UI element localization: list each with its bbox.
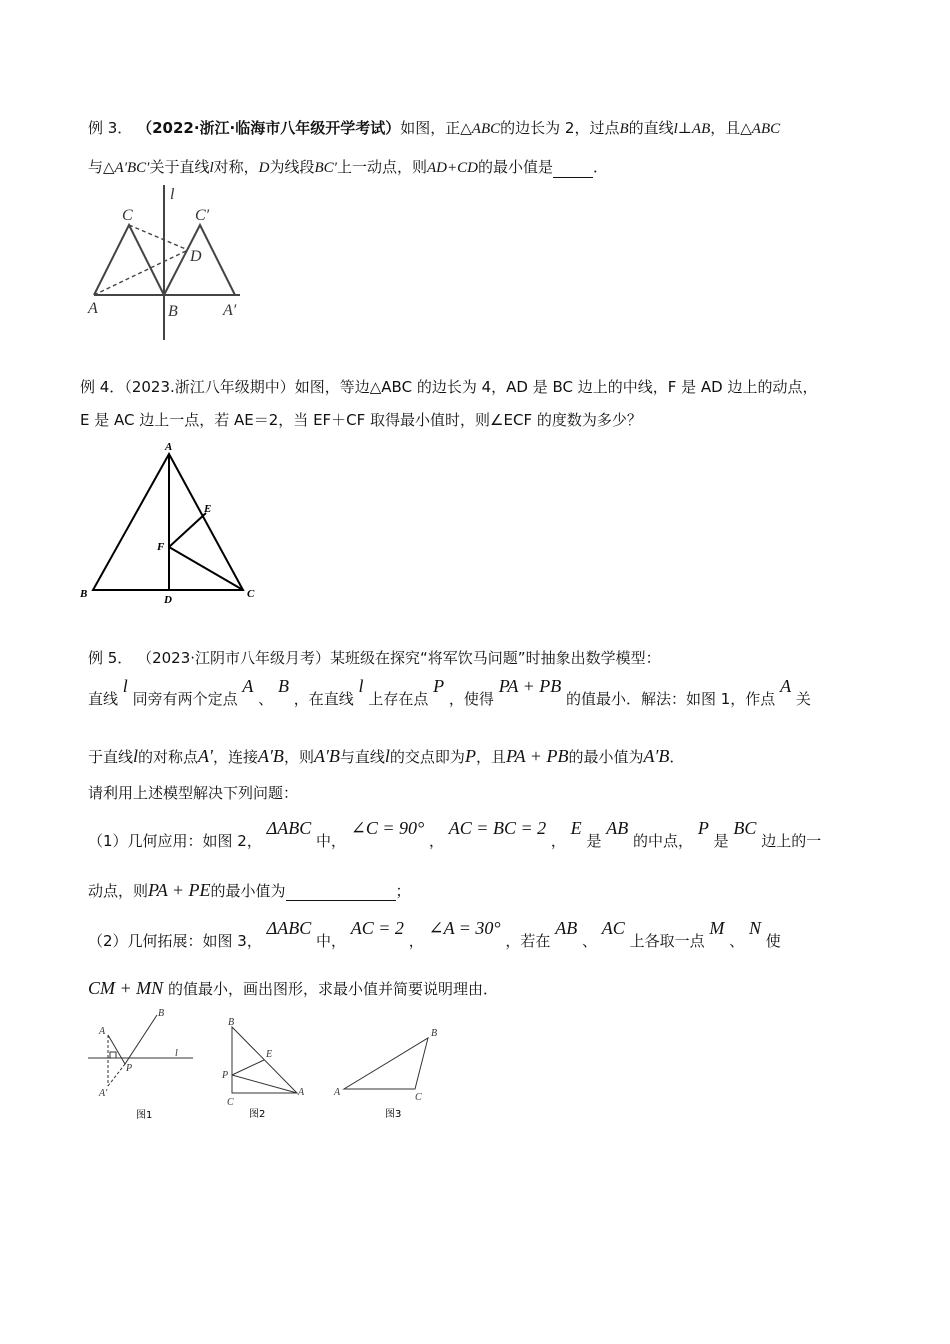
ex5-line6: 动点，则PA + PE的最小值为 ； bbox=[88, 880, 411, 900]
ex5-figure-1 bbox=[88, 1008, 198, 1123]
ex5-line4: 请利用上述模型解决下列问题： bbox=[88, 784, 299, 802]
label-b: B bbox=[431, 1028, 438, 1039]
segment-pa bbox=[232, 1075, 297, 1093]
ex5-figure-2 bbox=[222, 1015, 312, 1120]
ex3-source: （2022·浙江·临海市八年级开学考试） bbox=[137, 119, 401, 137]
label-e: E bbox=[266, 1049, 273, 1060]
label-c: C bbox=[122, 207, 133, 224]
triangle-abc bbox=[94, 225, 164, 295]
caption-fig1: 图1 bbox=[136, 1110, 153, 1121]
caption-fig3: 图3 bbox=[385, 1109, 402, 1120]
ex3-line2: 与△A′BC′关于直线l对称，D为线段BC′上一动点，则AD+CD的最小值是 ． bbox=[88, 158, 608, 176]
label-b: B bbox=[228, 1017, 235, 1028]
ex5-number: 例 5． bbox=[88, 649, 133, 667]
label-b: B bbox=[158, 1008, 165, 1019]
segment-pe bbox=[232, 1060, 264, 1075]
ex4-line1: 例 4．（2023.浙江八年级期中）如图，等边△ABC 的边长为 4，AD 是 BC 边上的中线，F 是 AD 边上的动点， bbox=[80, 378, 818, 396]
label-a: A bbox=[88, 300, 98, 317]
path-a-p-b bbox=[108, 1015, 157, 1064]
triangle-abc bbox=[344, 1038, 428, 1089]
ex5-line3: 于直线l的对称点A′，连接A′B，则A′B与直线l的交点即为P，且PA + PB的最小值为A′B． bbox=[88, 746, 685, 766]
caption-fig2: 图2 bbox=[249, 1109, 266, 1120]
label-c-prime: C′ bbox=[195, 207, 210, 224]
label-p: P bbox=[222, 1070, 229, 1081]
label-d: D bbox=[190, 248, 202, 265]
answer-blank bbox=[553, 161, 593, 178]
ex5-line1: 例 5． （2023·江阴市八年级月考）某班级在探究“将军饮马问题”时抽象出数学模型： bbox=[88, 649, 661, 667]
segment-fe bbox=[169, 513, 206, 547]
label-c: C bbox=[247, 588, 255, 600]
ex5-line7: （2）几何拓展：如图 3， ΔABC 中， AC = 2 ， ∠A = 30° ，若在 AB 、 AC 上各取一点 M 、 N 使 bbox=[88, 918, 781, 950]
dashed-a1p bbox=[108, 1064, 125, 1086]
label-b: B bbox=[168, 303, 178, 320]
label-f: F bbox=[157, 541, 165, 553]
label-c: C bbox=[415, 1092, 422, 1103]
ex3-line1: 例 3． （2022·浙江·临海市八年级开学考试）如图，正△ABC的边长为 2，过点B的直线l⊥AB，且△ABC bbox=[88, 119, 781, 137]
dashed-cd bbox=[129, 225, 188, 250]
label-a: A bbox=[99, 1026, 106, 1037]
ex4-line2: E 是 AC 边上一点，若 AE＝2，当 EF＋CF 取得最小值时，则∠ECF 的度数为多少？ bbox=[80, 411, 642, 429]
label-e: E bbox=[204, 503, 212, 515]
label-l: l bbox=[170, 186, 175, 203]
label-a-prime: A′ bbox=[223, 302, 237, 319]
label-a: A bbox=[298, 1087, 305, 1098]
label-l: l bbox=[175, 1048, 178, 1059]
ex4-figure bbox=[75, 440, 275, 610]
ex3-number: 例 3． bbox=[88, 119, 133, 137]
label-b: B bbox=[80, 588, 88, 600]
ex4-number: 例 4． bbox=[80, 378, 125, 396]
label-a: A bbox=[334, 1087, 341, 1098]
ex5-line8: CM + MN 的值最小，画出图形，求最小值并简要说明理由． bbox=[88, 978, 498, 998]
answer-blank bbox=[286, 884, 396, 901]
label-a: A bbox=[165, 441, 173, 453]
label-a-prime: A′ bbox=[99, 1088, 108, 1099]
ex5-line5: （1）几何应用：如图 2， ΔABC 中， ∠C = 90° ， AC = BC = 2 ， E 是 AB 的中点， P 是 BC 边上的一 bbox=[88, 818, 822, 850]
label-p: P bbox=[126, 1063, 133, 1074]
ex5-line2: 直线 l 同旁有两个定点 A 、 B ，在直线 l 上存在点 P ，使得 PA + PB 的值最小．解法：如图 1，作点 A 关 bbox=[88, 676, 811, 708]
right-angle-mark bbox=[110, 1052, 116, 1058]
ex5-figure-3 bbox=[330, 1022, 450, 1122]
dashed-ad bbox=[94, 250, 188, 295]
label-c: C bbox=[227, 1097, 234, 1108]
label-d: D bbox=[164, 594, 172, 606]
triangle-abc bbox=[232, 1027, 297, 1093]
ex3-figure bbox=[80, 185, 260, 345]
